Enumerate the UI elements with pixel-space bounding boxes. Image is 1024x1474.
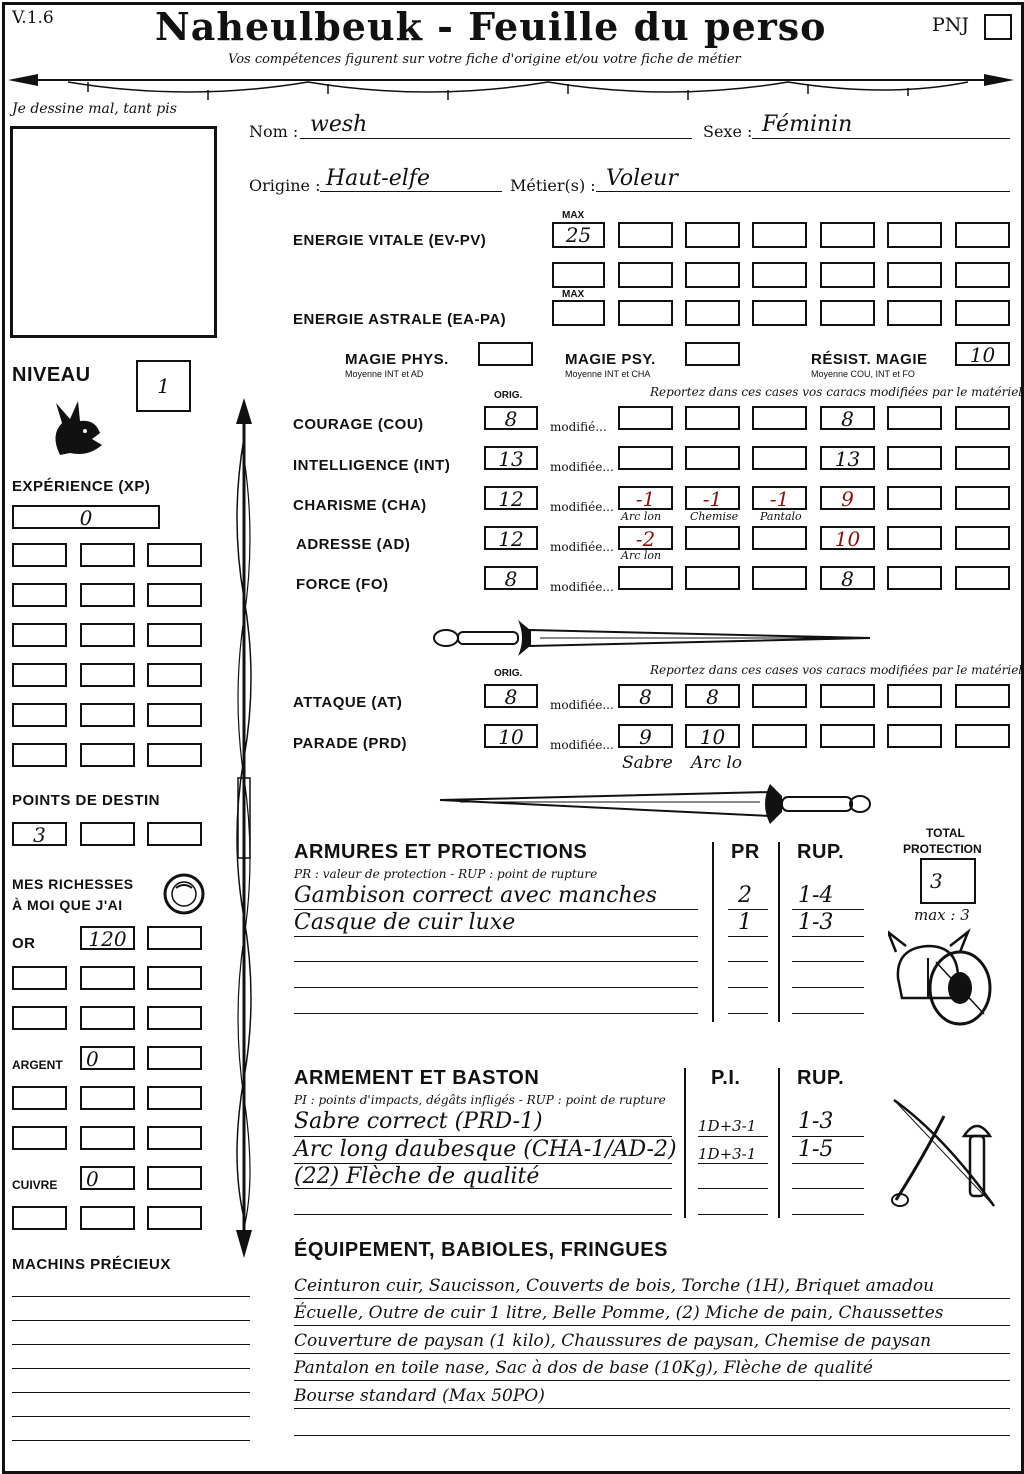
niveau-label: NIVEAU — [12, 364, 91, 386]
int-mod-box[interactable] — [752, 446, 807, 470]
subtitle: Vos compétences figurent sur votre fiche d'origine et/ou votre fiche de métier — [228, 52, 741, 67]
ev-label: ENERGIE VITALE (EV-PV) — [293, 232, 487, 249]
ad-note: Arc lon — [621, 549, 662, 562]
fo-orig-box[interactable]: 8 — [484, 566, 538, 590]
xp-grid-box[interactable] — [12, 663, 67, 687]
dragon-icon — [40, 395, 110, 465]
prd-mod-box[interactable]: 9 — [618, 724, 673, 748]
at-modifie-label: modifiée... — [550, 698, 614, 712]
or-box[interactable] — [147, 926, 202, 950]
destin-label: POINTS DE DESTIN — [12, 792, 161, 809]
nom-value[interactable]: wesh — [310, 112, 368, 137]
magie-phys-label: MAGIE PHYS. — [345, 351, 449, 368]
weapon-rup[interactable]: 1-5 — [798, 1137, 834, 1162]
equipement-title: ÉQUIPEMENT, BABIOLES, FRINGUES — [294, 1239, 668, 1261]
destin-box[interactable] — [80, 822, 135, 846]
ea-box[interactable] — [955, 300, 1010, 326]
cha-orig-box[interactable]: 12 — [484, 486, 538, 510]
xp-grid-box[interactable] — [147, 543, 202, 567]
helmet-shield-icon — [888, 928, 998, 1028]
ea-box[interactable] — [618, 300, 673, 326]
prd-mod-box[interactable] — [887, 724, 942, 748]
cha-modifie-label: modifiée... — [550, 500, 614, 514]
fo-mod-box[interactable] — [752, 566, 807, 590]
cha-mod-box[interactable] — [955, 486, 1010, 510]
cou-mod-box[interactable] — [618, 406, 673, 430]
portrait-caption: Je dessine mal, tant pis — [12, 101, 177, 117]
magie-psy-label: MAGIE PSY. — [565, 351, 656, 368]
ev-box[interactable] — [955, 222, 1010, 248]
coin-icon — [162, 872, 206, 916]
metier-value[interactable]: Voleur — [606, 166, 678, 191]
cou-orig-box[interactable]: 8 — [484, 406, 538, 430]
niveau-box[interactable]: 1 — [136, 360, 191, 412]
xp-grid-box[interactable] — [80, 583, 135, 607]
armures-rup-header: RUP. — [797, 841, 845, 863]
nom-label: Nom : — [249, 122, 299, 141]
xp-grid-box[interactable] — [147, 703, 202, 727]
pnj-checkbox[interactable] — [984, 14, 1012, 40]
cou-mod-box[interactable] — [955, 406, 1010, 430]
xp-grid-box[interactable] — [147, 743, 202, 767]
int-final-box[interactable]: 13 — [820, 446, 875, 470]
richesses-label: MES RICHESSES — [12, 876, 134, 892]
ev-box[interactable] — [820, 222, 875, 248]
ev-box[interactable] — [752, 262, 807, 288]
argent-box[interactable] — [147, 1046, 202, 1070]
armures-title: ARMURES ET PROTECTIONS — [294, 841, 588, 863]
sword-icon — [430, 612, 880, 662]
total-label: TOTAL — [926, 826, 965, 840]
xp-grid-box[interactable] — [80, 743, 135, 767]
or-box[interactable] — [12, 1006, 67, 1030]
cuivre-box[interactable]: 0 — [80, 1166, 135, 1190]
argent-box[interactable]: 0 — [80, 1046, 135, 1070]
combat-note: Arc lo — [691, 753, 742, 773]
ad-final-box[interactable]: 10 — [820, 526, 875, 550]
destin-box[interactable]: 3 — [12, 822, 67, 846]
armor-pr[interactable]: 2 — [738, 883, 752, 908]
resist-magie-sub: Moyenne COU, INT et FO — [811, 369, 915, 379]
argent-box[interactable] — [147, 1126, 202, 1150]
ev-box[interactable] — [685, 262, 740, 288]
ea-max-box[interactable] — [552, 300, 605, 326]
weapon-pi[interactable]: 1D+3-1 — [698, 1145, 757, 1163]
fo-mod-box[interactable] — [955, 566, 1010, 590]
fo-final-box[interactable]: 8 — [820, 566, 875, 590]
cou-label: COURAGE (COU) — [293, 416, 424, 433]
combat-report-note: Reportez dans ces cases vos caracs modifiées par le matériel — [650, 663, 1023, 677]
ad-mod-box[interactable] — [887, 526, 942, 550]
or-box[interactable]: 120 — [80, 926, 135, 950]
magie-phys-box[interactable] — [478, 342, 533, 366]
ea-box[interactable] — [685, 300, 740, 326]
total-protection-box[interactable]: 3 — [920, 858, 976, 904]
cha-mod-box[interactable]: -1 — [752, 486, 807, 510]
prd-mod-box[interactable] — [820, 724, 875, 748]
xp-grid-box[interactable] — [80, 703, 135, 727]
armement-rup-header: RUP. — [797, 1067, 845, 1089]
magie-phys-sub: Moyenne INT et AD — [345, 369, 424, 379]
cou-mod-box[interactable] — [685, 406, 740, 430]
int-mod-box[interactable] — [685, 446, 740, 470]
weapon-name[interactable]: (22) Flèche de qualité — [294, 1164, 540, 1189]
argent-label: ARGENT — [12, 1058, 63, 1072]
combat-orig-label: ORIG. — [494, 668, 523, 679]
equipment-line[interactable]: Ceinturon cuir, Saucisson, Couverts de bois, Torche (1H), Briquet amadou — [294, 1276, 935, 1296]
weapons-icon — [884, 1096, 1008, 1216]
cou-mod-box[interactable] — [752, 406, 807, 430]
xp-grid-box[interactable] — [12, 743, 67, 767]
xp-grid-box[interactable] — [147, 583, 202, 607]
portrait-box[interactable] — [10, 126, 217, 338]
xp-grid-box[interactable] — [80, 663, 135, 687]
int-mod-box[interactable] — [955, 446, 1010, 470]
armor-pr[interactable]: 1 — [738, 910, 752, 935]
ad-mod-box[interactable] — [685, 526, 740, 550]
sexe-value[interactable]: Féminin — [762, 112, 853, 137]
stats-orig-label: ORIG. — [494, 390, 523, 401]
int-mod-box[interactable] — [887, 446, 942, 470]
int-orig-box[interactable]: 13 — [484, 446, 538, 470]
or-box[interactable] — [80, 1006, 135, 1030]
argent-box[interactable] — [147, 1086, 202, 1110]
fo-mod-box[interactable] — [618, 566, 673, 590]
cuivre-box[interactable] — [12, 1206, 67, 1230]
cuivre-box[interactable] — [147, 1206, 202, 1230]
page-title: Naheulbeuk - Feuille du perso — [155, 4, 827, 49]
at-mod-box[interactable]: 8 — [685, 684, 740, 708]
ev-box[interactable] — [887, 262, 942, 288]
cha-note: Pantalo — [760, 510, 802, 523]
magie-psy-box[interactable] — [685, 342, 740, 366]
xp-grid-box[interactable] — [80, 543, 135, 567]
cou-mod-box[interactable] — [887, 406, 942, 430]
prd-mod-box[interactable]: 10 — [685, 724, 740, 748]
weapon-pi[interactable]: 1D+3-1 — [698, 1117, 757, 1135]
ev-box[interactable] — [685, 222, 740, 248]
ev-box[interactable] — [955, 262, 1010, 288]
int-mod-box[interactable] — [618, 446, 673, 470]
ev-max-label: MAX — [562, 210, 585, 221]
ea-max-label: MAX — [562, 289, 585, 300]
armor-name[interactable]: Casque de cuir luxe — [294, 910, 516, 935]
or-box[interactable] — [147, 966, 202, 990]
xp-grid-box[interactable] — [12, 543, 67, 567]
ev-box[interactable] — [887, 222, 942, 248]
cuivre-box[interactable] — [80, 1206, 135, 1230]
version-label: V.1.6 — [12, 8, 54, 28]
argent-box[interactable] — [80, 1086, 135, 1110]
at-label: ATTAQUE (AT) — [293, 694, 403, 711]
cha-mod-box[interactable]: -1 — [685, 486, 740, 510]
argent-box[interactable] — [12, 1126, 67, 1150]
at-mod-box[interactable] — [887, 684, 942, 708]
cha-mod-box[interactable] — [887, 486, 942, 510]
cha-final-box[interactable]: 9 — [820, 486, 875, 510]
armement-sub: PI : points d'impacts, dégâts infligés - RUP : point de rupture — [294, 1093, 666, 1107]
xp-grid-box[interactable] — [147, 663, 202, 687]
resist-magie-box[interactable]: 10 — [955, 342, 1010, 366]
ad-mod-box[interactable] — [955, 526, 1010, 550]
xp-grid-box[interactable] — [147, 623, 202, 647]
cha-label: CHARISME (CHA) — [293, 497, 427, 514]
fo-modifie-label: modifiée... — [550, 580, 614, 594]
protection-label: PROTECTION — [903, 842, 982, 856]
fo-label: FORCE (FO) — [296, 576, 389, 593]
int-label: INTELLIGENCE (INT) — [293, 457, 451, 474]
ad-label: ADRESSE (AD) — [296, 536, 411, 553]
ev-max-box[interactable]: 25 — [552, 222, 605, 248]
ev-box[interactable] — [618, 222, 673, 248]
ev-box[interactable] — [618, 262, 673, 288]
richesses-label-2: À MOI QUE J'AI — [12, 897, 123, 913]
or-label: OR — [12, 935, 36, 952]
cha-note: Chemise — [690, 510, 739, 523]
at-orig-box[interactable]: 8 — [484, 684, 538, 708]
weapon-name[interactable]: Arc long daubesque (CHA-1/AD-2) — [294, 1137, 677, 1162]
xp-box[interactable]: 0 — [12, 505, 160, 529]
max-protection: max : 3 — [914, 906, 970, 924]
at-mod-box[interactable] — [820, 684, 875, 708]
argent-box[interactable] — [12, 1086, 67, 1110]
ad-modifie-label: modifiée... — [550, 540, 614, 554]
cha-mod-box[interactable]: -1 — [618, 486, 673, 510]
cha-note: Arc lon — [621, 510, 662, 523]
cou-modifie-label: modifié... — [550, 420, 607, 434]
sexe-label: Sexe : — [703, 122, 753, 141]
ad-orig-box[interactable]: 12 — [484, 526, 538, 550]
combat-note: Sabre — [622, 753, 673, 773]
magie-psy-sub: Moyenne INT et CHA — [565, 369, 651, 379]
ea-label: ENERGIE ASTRALE (EA-PA) — [293, 311, 507, 328]
pnj-label: PNJ — [932, 14, 970, 36]
cou-final-box[interactable]: 8 — [820, 406, 875, 430]
xp-grid-box[interactable] — [12, 623, 67, 647]
or-box[interactable] — [12, 966, 67, 990]
xp-grid-box[interactable] — [80, 623, 135, 647]
armement-title: ARMEMENT ET BASTON — [294, 1067, 540, 1089]
ea-box[interactable] — [887, 300, 942, 326]
prd-mod-box[interactable] — [752, 724, 807, 748]
ea-box[interactable] — [820, 300, 875, 326]
prd-label: PARADE (PRD) — [293, 735, 408, 752]
ev-box[interactable] — [552, 262, 605, 288]
prd-mod-box[interactable] — [955, 724, 1010, 748]
stats-report-note: Reportez dans ces cases vos caracs modifiées par le matériel — [650, 385, 1023, 399]
armement-pi-header: P.I. — [711, 1067, 741, 1089]
ea-box[interactable] — [752, 300, 807, 326]
xp-label: EXPÉRIENCE (XP) — [12, 478, 151, 495]
at-mod-box[interactable] — [955, 684, 1010, 708]
machins-precieux-label: MACHINS PRÉCIEUX — [12, 1256, 171, 1273]
cuivre-box[interactable] — [147, 1166, 202, 1190]
origine-label: Origine : — [249, 176, 321, 195]
ad-mod-box[interactable]: -2 — [618, 526, 673, 550]
weapon-name[interactable]: Sabre correct (PRD-1) — [294, 1109, 543, 1134]
xp-grid-box[interactable] — [12, 703, 67, 727]
weapon-rup[interactable]: 1-3 — [798, 1109, 834, 1134]
at-mod-box[interactable]: 8 — [618, 684, 673, 708]
or-box[interactable] — [147, 1006, 202, 1030]
equipment-line[interactable]: Bourse standard (Max 50PO) — [294, 1386, 545, 1406]
armures-sub: PR : valeur de protection - RUP : point de rupture — [294, 867, 598, 881]
spear-divider-icon — [8, 66, 1014, 106]
fo-mod-box[interactable] — [685, 566, 740, 590]
at-mod-box[interactable] — [752, 684, 807, 708]
origine-value[interactable]: Haut-elfe — [326, 166, 430, 191]
equipment-line[interactable]: Couverture de paysan (1 kilo), Chaussures de paysan, Chemise de paysan — [294, 1331, 932, 1351]
resist-magie-label: RÉSIST. MAGIE — [811, 351, 928, 368]
int-modifie-label: modifiée... — [550, 460, 614, 474]
xp-grid-box[interactable] — [12, 583, 67, 607]
ev-box[interactable] — [752, 222, 807, 248]
armor-name[interactable]: Gambison correct avec manches — [294, 883, 657, 908]
prd-orig-box[interactable]: 10 — [484, 724, 538, 748]
prd-modifie-label: modifiée... — [550, 738, 614, 752]
equipment-line[interactable]: Pantalon en toile nase, Sac à dos de base (10Kg), Flèche de qualité — [294, 1358, 873, 1378]
armor-rup[interactable]: 1-4 — [798, 883, 834, 908]
vertical-spear-icon — [226, 398, 262, 1258]
armor-rup[interactable]: 1-3 — [798, 910, 834, 935]
armures-pr-header: PR — [731, 841, 760, 863]
sword-icon — [430, 778, 880, 828]
ad-mod-box[interactable] — [752, 526, 807, 550]
ev-box[interactable] — [820, 262, 875, 288]
cuivre-label: CUIVRE — [12, 1178, 58, 1192]
or-box[interactable] — [80, 966, 135, 990]
equipment-line[interactable]: Écuelle, Outre de cuir 1 litre, Belle Pomme, (2) Miche de pain, Chaussettes — [294, 1303, 944, 1323]
destin-box[interactable] — [147, 822, 202, 846]
argent-box[interactable] — [80, 1126, 135, 1150]
metier-label: Métier(s) : — [510, 176, 596, 195]
fo-mod-box[interactable] — [887, 566, 942, 590]
